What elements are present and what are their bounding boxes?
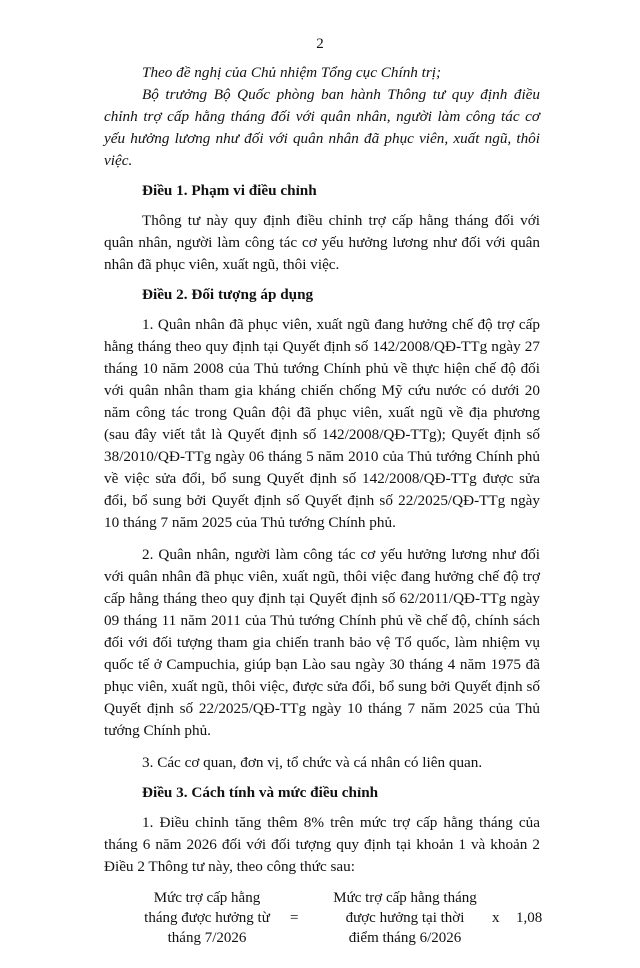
formula-left-term	[132, 888, 282, 948]
calculation-formula	[104, 888, 543, 968]
formula-right-term	[320, 888, 490, 948]
formula-factor: 1,08	[516, 910, 543, 926]
page-number: 2	[316, 36, 324, 52]
formula-left-line: tháng 7/2026	[167, 930, 247, 946]
formula-equals: =	[290, 910, 299, 926]
formula-right-line: điểm tháng 6/2026	[348, 930, 462, 946]
formula-left-line: tháng được hưởng từ	[144, 910, 270, 926]
article-2-heading: Điều 2. Đối tượng áp dụng	[142, 286, 314, 303]
article-1-text: Thông tư này quy định điều chỉnh trợ cấp hằng tháng đối với quân nhân, người làm công tác cơ yếu hưởng lương như đối với quân nhân đã phục viên, xuất ngũ, thôi việc.	[104, 212, 540, 273]
article-2-item-3: 3. Các cơ quan, đơn vị, tổ chức và cá nhân có liên quan.	[142, 754, 483, 771]
article-2-item-1: 1. Quân nhân đã phục viên, xuất ngũ đang hưởng chế độ trợ cấp hằng tháng theo quy định tại Quyết định số 142/2008/QĐ-TTg ngày 27 tháng 10 năm 2008 của Thủ tướng Chính phủ về thực hiện chế độ đối với quân nhân tham gia kháng chiến chống Mỹ cứu nước có dưới 20 năm công tác trong Quân đội đã phục viên, xuất ngũ về địa phương (sau đây viết tắt là Quyết định số 142/2008/QĐ-TTg); Quyết định số 38/2010/QĐ-TTg ngày 06 tháng 5 năm 2010 của Thủ tướng Chính phủ về việc sửa đổi, bổ sung Quyết định số 142/2008/QĐ-TTg được sửa đổi, bổ sung bởi Quyết định số Quyết định số 22/2025/QĐ-TTg ngày 10 tháng 7 năm 2025 của Thủ tướng Chính phủ.	[104, 316, 540, 531]
formula-times: x	[492, 910, 500, 926]
intro-paragraph-1: Theo đề nghị của Chủ nhiệm Tổng cục Chính trị;	[142, 64, 442, 81]
document-body	[104, 62, 543, 968]
article-1-heading: Điều 1. Phạm vi điều chỉnh	[142, 182, 317, 199]
article-3-heading: Điều 3. Cách tính và mức điều chỉnh	[142, 784, 379, 801]
intro-paragraph-2: Bộ trưởng Bộ Quốc phòng ban hành Thông tư quy định điều chỉnh trợ cấp hằng tháng đối với quân nhân, người làm công tác cơ yếu hưởng lương như đối với quân nhân đã phục viên, xuất ngũ, thôi việc.	[104, 86, 540, 169]
formula-left-line: Mức trợ cấp hằng	[153, 890, 261, 906]
article-3-item-1: 1. Điều chỉnh tăng thêm 8% trên mức trợ cấp hằng tháng của tháng 6 năm 2026 đối với đối tượng quy định tại khoản 1 và khoản 2 Điều 2 Thông tư này, theo công thức sau:	[104, 814, 540, 875]
formula-right-line: Mức trợ cấp hằng tháng	[333, 890, 477, 906]
formula-right-line: được hưởng tại thời	[345, 910, 465, 926]
article-2-item-2: 2. Quân nhân, người làm công tác cơ yếu hưởng lương như đối với quân nhân đã phục viên, xuất ngũ, thôi việc đang hưởng chế độ trợ cấp hằng tháng theo quy định tại Quyết định số 62/2011/QĐ-TTg ngày 09 tháng 11 năm 2011 của Thủ tướng Chính phủ về chế độ, chính sách đối với đối tượng tham gia chiến tranh bảo vệ Tổ quốc, làm nhiệm vụ quốc tế ở Campuchia, giúp bạn Lào sau ngày 30 tháng 4 năm 1975 đã phục viên, xuất ngũ, thôi việc, được sửa đổi, bổ sung bởi Quyết định số Quyết định số 22/2025/QĐ-TTg ngày 10 tháng 7 năm 2025 của Thủ tướng Chính phủ.	[104, 546, 540, 739]
